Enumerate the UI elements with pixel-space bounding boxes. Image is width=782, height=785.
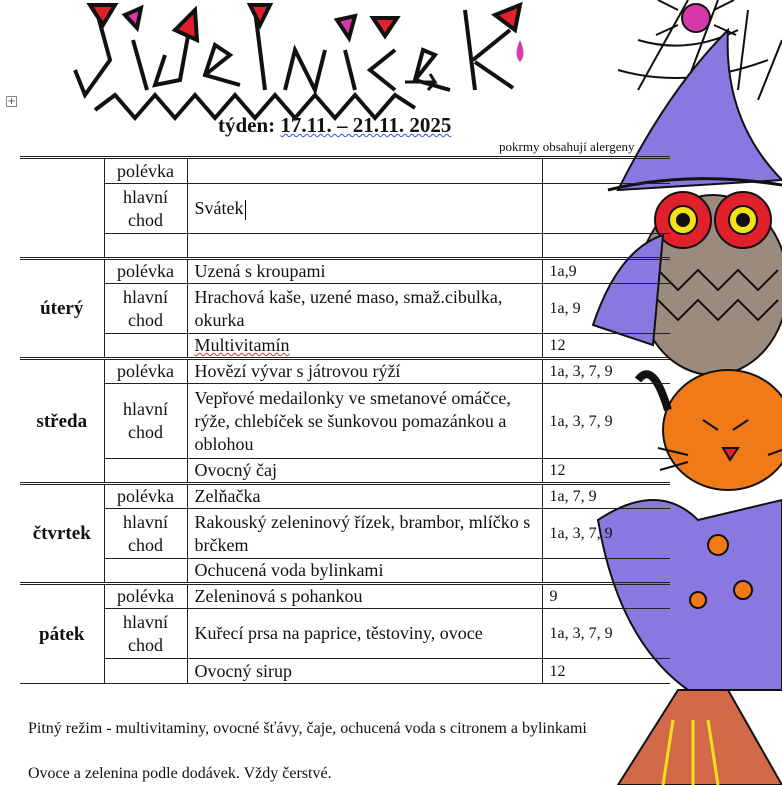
table-row	[20, 659, 670, 684]
dish-cell[interactable]: Rakouský zeleninový řízek, brambor, mlíčko s brčkem	[187, 509, 542, 559]
dish-cell[interactable]: Uzená s kroupami	[187, 259, 542, 284]
dish-cell[interactable]: Ovocný sirup	[187, 659, 542, 684]
fruit-note: Ovoce a zelenina podle dodávek. Vždy čerstvé.	[28, 765, 332, 782]
table-move-handle-icon[interactable]: +	[7, 96, 16, 107]
allergen-cell[interactable]: 12	[542, 334, 670, 359]
dish-cell[interactable]: Vepřové medailonky ve smetanové omáčce, rýže, chlebíček se šunkovou pomazánkou a oblohou	[187, 384, 542, 459]
day-name: čtvrtek	[20, 484, 104, 584]
table-row	[20, 334, 670, 359]
dish-cell[interactable]: Kuřecí prsa na paprice, těstoviny, ovoce	[187, 609, 542, 659]
dish-cell[interactable]: Zelňačka	[187, 484, 542, 509]
course-label: polévka	[104, 158, 187, 184]
course-label: polévka	[104, 359, 187, 384]
table-row	[20, 484, 670, 509]
dish-cell[interactable]	[187, 158, 542, 184]
table-row	[20, 158, 670, 184]
course-label	[104, 559, 187, 584]
table-row	[20, 184, 670, 234]
dish-text: Svátek	[194, 198, 244, 218]
logo-drop-icon	[517, 40, 524, 62]
allergen-cell[interactable]: 1a, 3, 7, 9	[542, 609, 670, 659]
drinks-note: Pitný režim - multivitaminy, ovocné šťávy, čaje, ochucená voda s citronem a bylinkami	[28, 720, 587, 737]
allergen-cell[interactable]: 1a, 3, 7, 9	[542, 359, 670, 384]
week-label: týden:	[218, 113, 276, 137]
text-cursor	[245, 200, 246, 220]
table-row	[20, 609, 670, 659]
dish-cell[interactable]: Ochucená voda bylinkami	[187, 559, 542, 584]
dish-cell[interactable]	[187, 334, 542, 359]
table-row	[20, 509, 670, 559]
day-name	[20, 158, 104, 259]
allergen-cell[interactable]	[542, 158, 670, 184]
dish-cell[interactable]	[187, 234, 542, 259]
allergen-cell[interactable]: 1a, 3, 7, 9	[542, 509, 670, 559]
course-label	[104, 459, 187, 484]
day-name: pátek	[20, 584, 104, 684]
course-label: hlavní chod	[104, 284, 187, 334]
table-row	[20, 284, 670, 334]
course-label: hlavní chod	[104, 509, 187, 559]
course-label: polévka	[104, 484, 187, 509]
table-row	[20, 459, 670, 484]
course-label	[104, 334, 187, 359]
course-label: hlavní chod	[104, 384, 187, 459]
table-row	[20, 234, 670, 259]
allergen-cell[interactable]: 1a, 7, 9	[542, 484, 670, 509]
allergen-cell[interactable]: 12	[542, 459, 670, 484]
allergen-cell[interactable]: 1a,9	[542, 259, 670, 284]
table-row	[20, 359, 670, 384]
course-label: polévka	[104, 584, 187, 609]
menu-table	[20, 156, 670, 684]
dish-cell[interactable]: Hovězí vývar s játrovou rýží	[187, 359, 542, 384]
allergen-cell[interactable]	[542, 559, 670, 584]
allergen-cell[interactable]	[542, 184, 670, 234]
week-dates: 17.11. – 21.11. 2025	[280, 113, 452, 137]
week-heading	[218, 113, 451, 138]
allergen-cell[interactable]	[542, 234, 670, 259]
table-row	[20, 559, 670, 584]
allergen-cell[interactable]: 12	[542, 659, 670, 684]
day-name: středa	[20, 359, 104, 484]
allergen-note: pokrmy obsahují alergeny	[499, 139, 635, 154]
jidelnicek-logo	[55, 0, 535, 125]
allergen-cell[interactable]: 9	[542, 584, 670, 609]
allergen-cell[interactable]: 1a, 9	[542, 284, 670, 334]
dish-cell[interactable]: Zeleninová s pohankou	[187, 584, 542, 609]
table-row	[20, 584, 670, 609]
dish-cell[interactable]: Ovocný čaj	[187, 459, 542, 484]
course-label: hlavní chod	[104, 184, 187, 234]
course-label: polévka	[104, 259, 187, 284]
dish-text: Multivitamín	[194, 335, 290, 355]
dish-cell[interactable]	[187, 184, 542, 234]
course-label	[104, 659, 187, 684]
table-row	[20, 259, 670, 284]
logo-lettering-drawing	[75, 5, 520, 95]
allergen-cell[interactable]: 1a, 3, 7, 9	[542, 384, 670, 459]
course-label	[104, 234, 187, 259]
table-row	[20, 384, 670, 459]
dish-cell[interactable]: Hrachová kaše, uzené maso, smaž.cibulka, okurka	[187, 284, 542, 334]
day-name: úterý	[20, 259, 104, 359]
course-label: hlavní chod	[104, 609, 187, 659]
